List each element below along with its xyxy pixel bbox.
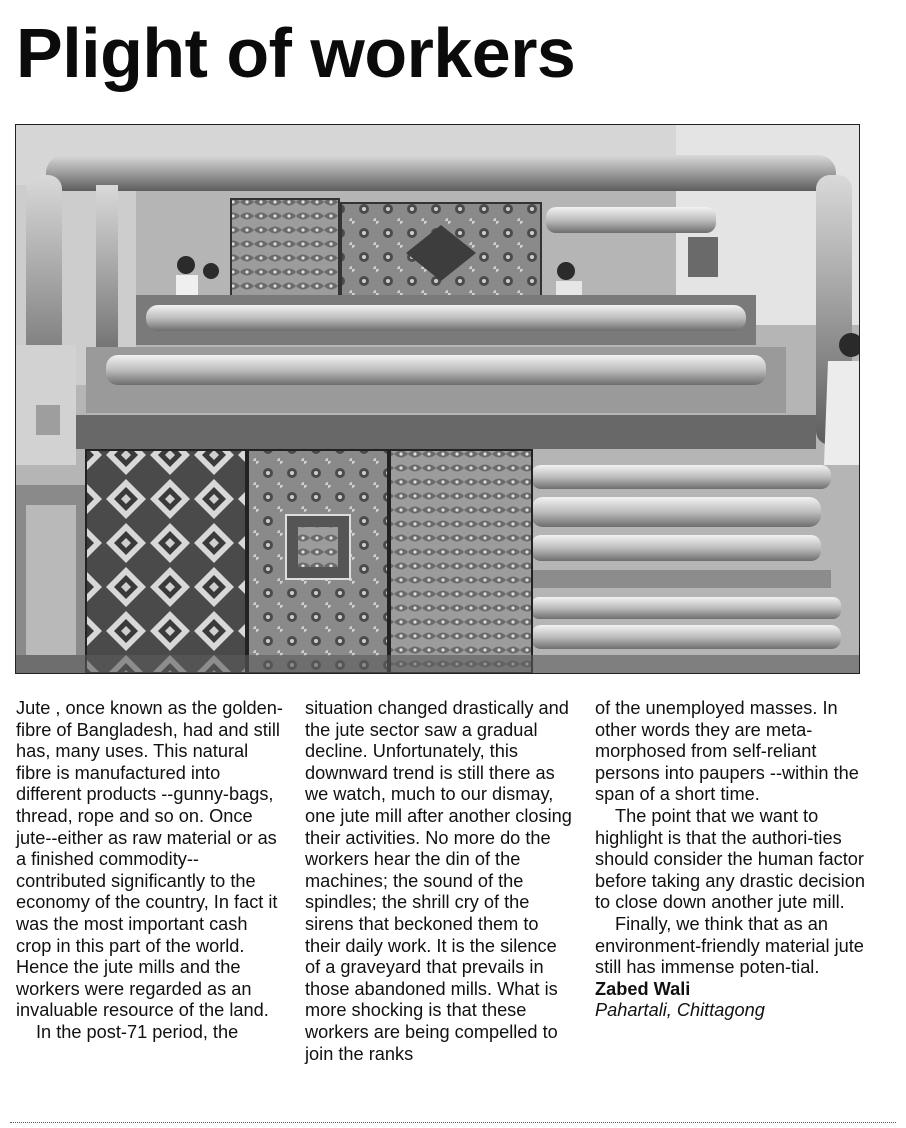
paragraph: situation changed drastically and the jute sector saw a gradual decline. Unfortunately, this downward trend is still there as we watch, much to our dismay, one jute mill after another closing their activities. No more do the workers hear the din of the machines; the sound of the spindles; the shrill cry of the sirens that beckoned them to their daily work. It is the silence of a graveyard that prevails in those abandoned mills. What is more shocking is that these workers are being compelled to join the ranks (305, 698, 572, 1064)
author-name: Zabed Wali (595, 978, 691, 999)
article-column-3 (595, 698, 870, 1022)
paragraph: Jute , once known as the golden-fibre of Bangladesh, had and still has, many uses. This natural fibre is manufactured into different products --gunny-bags, thread, rope and so on. Once jute--either as raw material or as a finished commodity--contributed significantly to the economy of the country, In fact it was the most important cash crop in this part of the world. Hence the jute mills and the workers were regarded as an invaluable resource of the land. (16, 698, 283, 1021)
author-location: Pahartali, Chittagong (595, 1000, 765, 1021)
paragraph: Finally, we think that as an environment-friendly material jute still has immense poten-tial. (595, 913, 864, 978)
article-column-2 (305, 698, 575, 1065)
carpet-machine-illustration (16, 125, 859, 673)
paragraph: In the post-71 period, the (36, 1021, 239, 1042)
paragraph: The point that we want to highlight is that the authori-ties should consider the human factor before taking any drastic decision to close down another jute mill. (595, 805, 865, 913)
bottom-divider (10, 1122, 896, 1123)
article-photo (15, 124, 860, 674)
paragraph: of the unemployed masses. In other words they are meta-morphosed from self-reliant persons into paupers --within the span of a short time. (595, 698, 859, 805)
headline: Plight of workers (16, 14, 576, 92)
article-column-1 (16, 698, 286, 1044)
